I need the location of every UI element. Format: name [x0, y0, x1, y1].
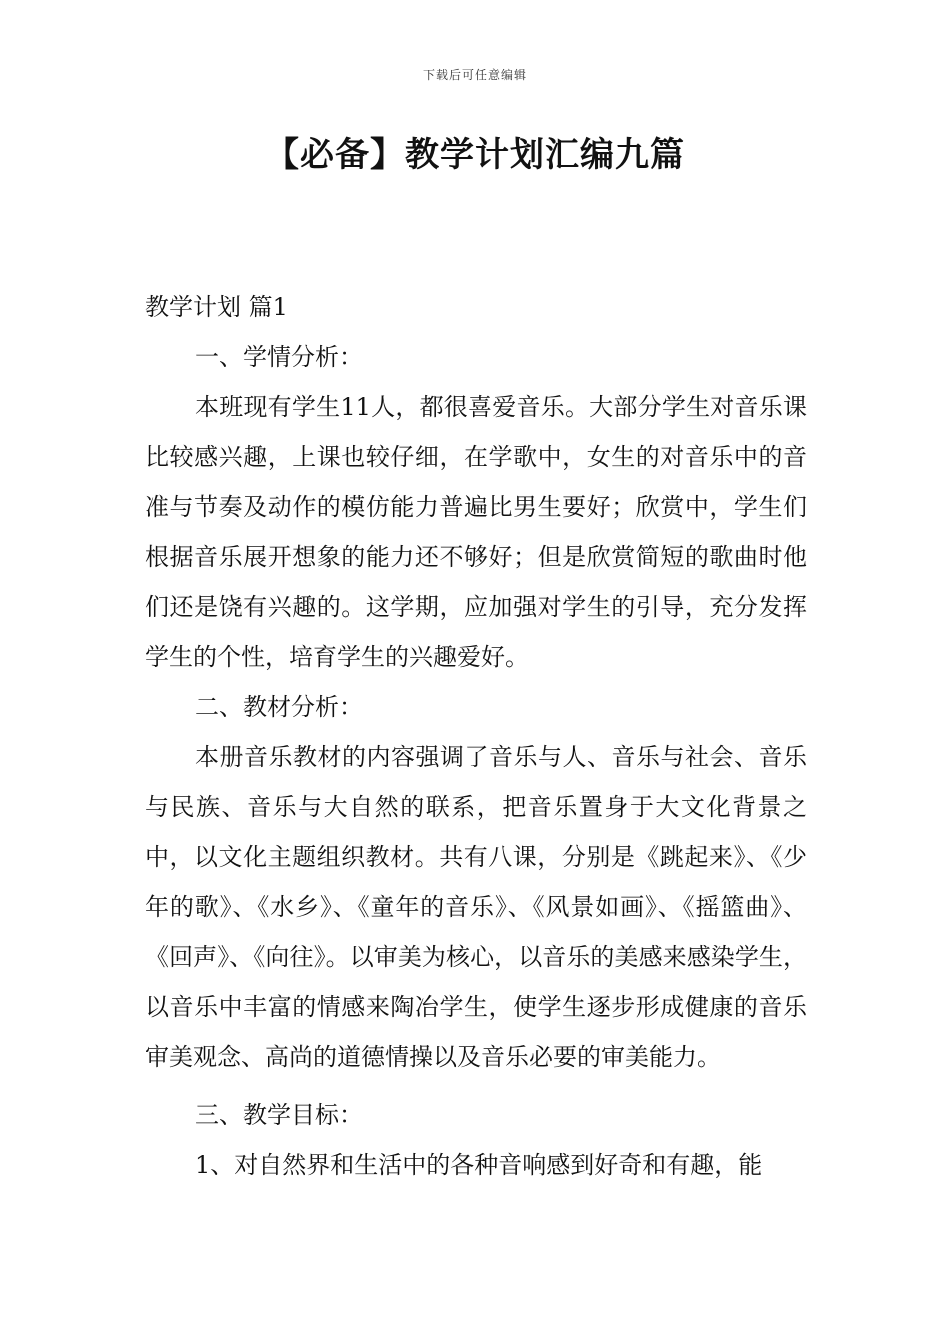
section-heading: 教学计划 篇1 — [145, 293, 288, 321]
paragraph-teaching-goals: 1、对自然界和生活中的各种音响感到好奇和有趣，能 — [195, 1151, 763, 1179]
document-title: 【必备】教学计划汇编九篇 — [265, 135, 685, 175]
header-note: 下载后可任意编辑 — [422, 68, 527, 82]
heading-textbook-analysis: 二、教材分析： — [195, 693, 363, 721]
heading-teaching-goals: 三、教学目标： — [195, 1101, 363, 1129]
heading-learning-analysis: 一、学情分析： — [195, 343, 363, 371]
document-body — [145, 282, 807, 1190]
paragraph-textbook-analysis: 本册音乐教材的内容强调了音乐与人、音乐与社会、音乐与民族、音乐与大自然的联系，把音乐置身于大文化背景之中，以文化主题组织教材。共有八课，分别是《跳起来》、《少年的歌》、《水乡》、《童年的音乐》、《风景如画》、《摇篮曲》、《回声》、《向往》。以审美为核心，以音乐的美感来感染学生，以音乐中丰富的情感来陶冶学生，使学生逐步形成健康的音乐审美观念、高尚的道德情操以及音乐必要的审美能力。 — [145, 743, 807, 1071]
paragraph-learning-analysis: 本班现有学生11人，都很喜爱音乐。大部分学生对音乐课比较感兴趣，上课也较仔细，在学歌中，女生的对音乐中的音准与节奏及动作的模仿能力普遍比男生要好；欣赏中，学生们根据音乐展开想象的能力还不够好；但是欣赏简短的歌曲时他们还是饶有兴趣的。这学期，应加强对学生的引导，充分发挥学生的个性，培育学生的兴趣爱好。 — [145, 393, 807, 671]
